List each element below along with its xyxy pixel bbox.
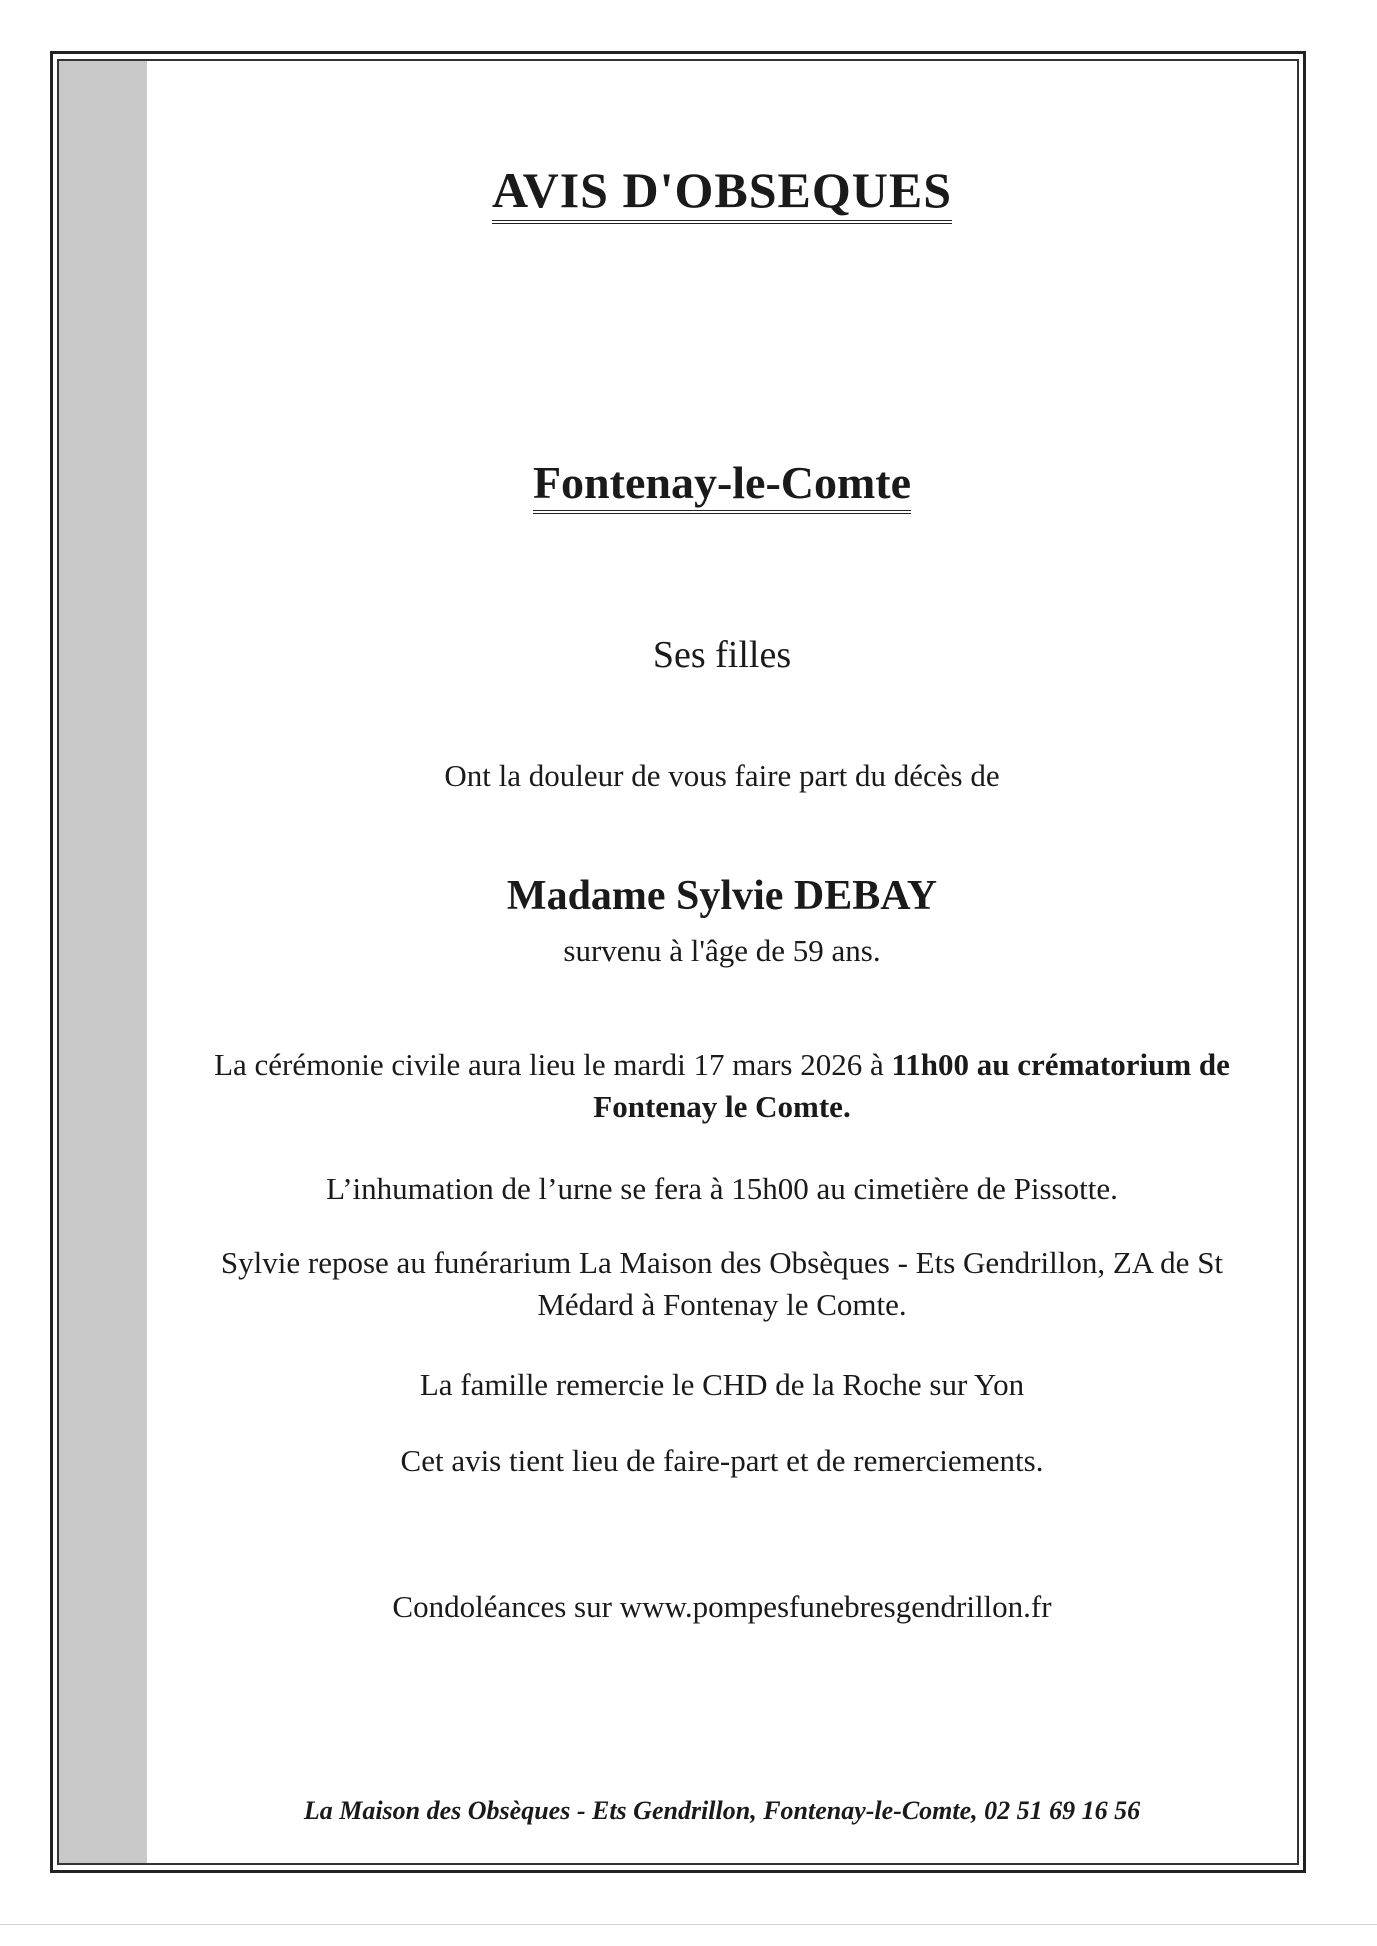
grey-margin-band <box>59 61 147 1863</box>
burial-paragraph: L’inhumation de l’urne se fera à 15h00 au cimetière de Pissotte. <box>326 1171 1118 1206</box>
ceremony-text: La cérémonie civile aura lieu le mardi 17 mars 2026 à <box>214 1047 892 1082</box>
notice-title-text: AVIS D'OBSEQUES <box>492 162 952 224</box>
ceremony-location: Fontenay le Comte. <box>593 1089 851 1124</box>
condolences-line: Condoléances sur www.pompesfunebresgendrillon.fr <box>392 1589 1052 1624</box>
intro-line: Ont la douleur de vous faire part du décès de <box>444 758 1000 793</box>
ceremony-time-place: 11h00 au crématorium de <box>891 1047 1230 1082</box>
city-heading-text: Fontenay-le-Comte <box>533 457 911 514</box>
family-line: Ses filles <box>652 634 792 676</box>
age-line: survenu à l'âge de 59 ans. <box>563 933 881 968</box>
notice-frame <box>57 59 1299 1865</box>
ceremony-paragraph <box>147 1044 1297 1128</box>
announcement-paragraph: Cet avis tient lieu de faire-part et de remerciements. <box>400 1443 1044 1478</box>
thanks-paragraph: La famille remercie le CHD de la Roche sur Yon <box>419 1367 1025 1402</box>
rests-line-1: Sylvie repose au funérarium La Maison des Obsèques - Ets Gendrillon, ZA de St <box>220 1245 1224 1280</box>
notice-content <box>147 61 1297 1863</box>
rests-paragraph <box>147 1242 1297 1326</box>
funeral-home-footer: La Maison des Obsèques - Ets Gendrillon, Fontenay-le-Comte, 02 51 69 16 56 <box>303 1796 1141 1825</box>
deceased-name: Madame Sylvie DEBAY <box>506 873 938 919</box>
notice-title <box>147 161 1297 219</box>
scan-bottom-rule <box>0 1924 1377 1925</box>
city-heading <box>147 456 1297 509</box>
rests-line-2: Médard à Fontenay le Comte. <box>537 1287 907 1322</box>
